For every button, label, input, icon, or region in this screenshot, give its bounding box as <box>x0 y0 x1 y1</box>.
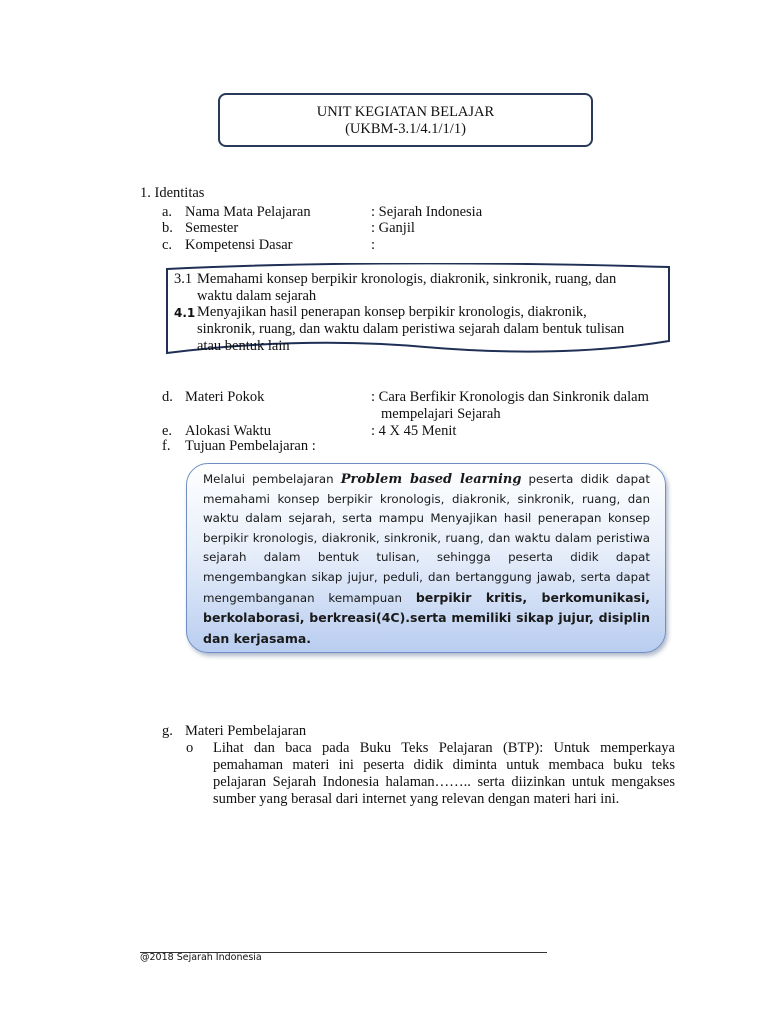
row-d-value: : Cara Berfikir Kronologis dan Sinkronik dalam <box>371 389 649 405</box>
row-c-label: Kompetensi Dasar <box>185 237 293 253</box>
footer-text: @2018 Sejarah Indonesia <box>140 952 262 963</box>
row-e-label: Alokasi Waktu <box>185 423 271 439</box>
row-b-letter: b. <box>162 220 173 236</box>
row-d-value-2: mempelajari Sejarah <box>381 406 501 422</box>
row-g-letter: g. <box>162 723 173 739</box>
row-d-letter: d. <box>162 389 173 405</box>
bullet-marker: o <box>186 740 194 756</box>
row-f-letter: f. <box>162 438 171 454</box>
identitas-heading: 1. Identitas <box>140 185 205 201</box>
row-b-value: : Ganjil <box>371 220 415 236</box>
materi-text: Lihat dan baca pada Buku Teks Pelajaran (BTP): Untuk memperkaya pemahaman materi ini peserta didik diminta untuk membaca buku teks pelajaran Sejarah Indonesia halaman…….. serta diizinkan untuk mengakses sumber yang berasal dari internet yang relevan dengan materi hari ini. <box>213 740 675 807</box>
tujuan-text <box>203 470 650 649</box>
kd2-line2: sinkronik, ruang, dan waktu dalam peristiwa sejarah dalam bentuk tulisan <box>197 321 625 337</box>
document-title: UNIT KEGIATAN BELAJAR <box>316 104 495 120</box>
row-d-label: Materi Pokok <box>185 389 265 405</box>
tujuan-intro: Melalui pembelajaran <box>203 472 341 486</box>
kd2-line3: atau bentuk lain <box>197 338 290 354</box>
kd2-number: 4.1 <box>174 306 196 320</box>
row-c-value: : <box>371 237 376 253</box>
kd1-number: 3.1 <box>174 271 193 287</box>
row-c-letter: c. <box>162 237 173 253</box>
tujuan-model: Problem based learning <box>340 472 522 487</box>
tujuan-emphasis: berpikir kritis, berkomunikasi, berkolaborasi, berkreasi(4C).serta memiliki sikap jujur, disiplin dan kerjasama. <box>203 589 650 646</box>
row-f-label: Tujuan Pembelajaran : <box>185 438 316 454</box>
row-e-value: : 4 X 45 Menit <box>371 423 457 439</box>
row-e-letter: e. <box>162 423 173 439</box>
row-a-letter: a. <box>162 204 173 220</box>
kd1-line1: Memahami konsep berpikir kronologis, diakronik, sinkronik, ruang, dan <box>197 271 617 287</box>
kd1-line2: waktu dalam sejarah <box>197 288 317 304</box>
kd2-line1: Menyajikan hasil penerapan konsep berpikir kronologis, diakronik, <box>197 304 587 320</box>
row-a-value: : Sejarah Indonesia <box>371 204 483 220</box>
row-b-label: Semester <box>185 220 239 236</box>
row-a-label: Nama Mata Pelajaran <box>185 204 311 220</box>
row-g-label: Materi Pembelajaran <box>185 723 307 739</box>
title-box <box>218 93 593 147</box>
tujuan-body: peserta didik dapat memahami konsep berpikir kronologis, diakronik, sinkronik, ruang, dan waktu dalam sejarah, serta mampu Menyajikan hasil penerapan konsep berpikir kronologis, diakronik, sinkronik, ruang, dan waktu dalam peristiwa sejarah dalam bentuk tulisan, sehingga peserta didik dapat mengembangkan sikap jujur, peduli, dan bertanggung jawab, serta dapat mengembanganan kemampuan <box>203 472 651 605</box>
document-code: (UKBM-3.1/4.1/1/1) <box>345 121 466 137</box>
